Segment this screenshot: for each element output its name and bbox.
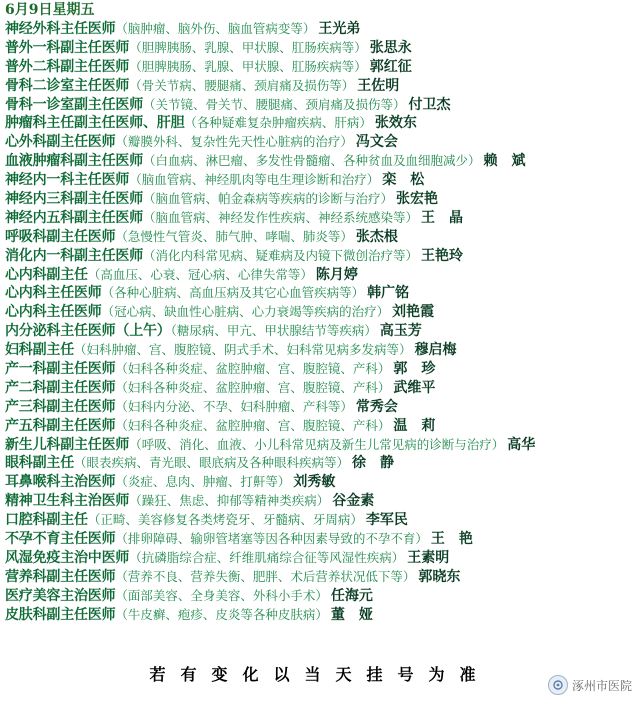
doctor-name: 张思永 [369, 39, 412, 56]
doctor-specialty: （躁狂、焦虑、抑郁等精神类疾病） [129, 493, 330, 509]
doctor-row [5, 454, 637, 473]
doctor-name: 陈月婷 [315, 266, 358, 283]
doctor-title: 不孕不育主任医师 [5, 531, 116, 548]
doctor-specialty: （炎症、息肉、肿瘤、打鼾等） [115, 474, 291, 490]
doctor-specialty: （面部美容、全身美容、外科小手术） [115, 587, 328, 603]
doctor-name: 刘艳霞 [392, 304, 435, 321]
doctor-name: 张杰根 [355, 228, 398, 245]
doctor-name: 常秀会 [355, 398, 398, 415]
doctor-row [5, 171, 637, 190]
doctor-specialty: （瓣膜外科、复杂性先天性心脏病的治疗） [115, 134, 353, 150]
doctor-name: 郭红征 [369, 58, 412, 75]
doctor-specialty: （正畸、美容修复各类烤瓷牙、牙髓病、牙周病） [87, 512, 363, 528]
doctor-list [5, 20, 637, 625]
doctor-name: 王素明 [407, 549, 450, 566]
doctor-title: 肿瘤科主任副主任医师、肝胆 [5, 115, 185, 132]
doctor-row [5, 20, 637, 39]
doctor-name: 温 莉 [393, 417, 436, 434]
doctor-row [5, 417, 637, 436]
doctor-specialty: （各种疑难复杂肿瘤疾病、肝病） [184, 115, 372, 131]
doctor-title: 内分泌科主任医师（上午） [5, 323, 171, 340]
doctor-name: 韩广铭 [367, 285, 410, 302]
doctor-title: 神经内三科副主任医师 [5, 191, 143, 208]
doctor-row [5, 606, 637, 625]
doctor-title: 心内科副主任 [5, 266, 88, 283]
doctor-specialty: （骨关节病、腰腿痛、颈肩痛及损伤等） [129, 77, 355, 93]
doctor-title: 心外科副主任医师 [5, 134, 116, 151]
doctor-title: 耳鼻喉科主治医师 [5, 474, 116, 491]
doctor-name: 冯文会 [355, 134, 398, 151]
doctor-name: 张效东 [374, 115, 417, 132]
doctor-specialty: （各种心脏病、高血压病及其它心血管疾病等） [101, 285, 365, 301]
doctor-row [5, 436, 637, 455]
doctor-name: 郭晓东 [418, 568, 461, 585]
doctor-row [5, 511, 637, 530]
doctor-specialty: （白血病、淋巴瘤、多发性骨髓瘤、各种贫血及血细胞减少） [143, 153, 481, 169]
doctor-name: 付卫杰 [408, 96, 451, 113]
doctor-title: 新生儿科副主任医师 [5, 436, 130, 453]
doctor-specialty: （糖尿病、甲亢、甲状腺结节等疾病） [170, 323, 377, 339]
wechat-account-icon [548, 675, 568, 695]
doctor-name: 武维平 [393, 379, 436, 396]
doctor-row [5, 152, 637, 171]
doctor-specialty: （牛皮癣、疱疹、皮炎等各种皮肤病） [115, 606, 328, 622]
doctor-name: 王佐明 [357, 77, 400, 94]
doctor-row [5, 341, 637, 360]
doctor-row [5, 114, 637, 133]
doctor-title: 消化内一科副主任医师 [5, 247, 143, 264]
doctor-specialty: （脑血管病、帕金森病等疾病的诊断与治疗） [143, 191, 394, 207]
doctor-specialty: （冠心病、缺血性心脏病、心力衰竭等疾病的治疗） [101, 304, 390, 320]
doctor-row [5, 39, 637, 58]
watermark-text: 涿州市医院 [571, 678, 632, 693]
doctor-row [5, 568, 637, 587]
doctor-specialty: （妇科内分泌、不孕、妇科肿瘤、产科等） [115, 398, 353, 414]
doctor-specialty: （胆脾胰肠、乳腺、甲状腺、肛肠疾病等） [129, 58, 367, 74]
doctor-title: 呼吸科副主任医师 [5, 228, 116, 245]
doctor-title: 眼科副主任 [5, 455, 74, 472]
doctor-title: 产二科副主任医师 [5, 379, 116, 396]
doctor-title: 医疗美容主治医师 [5, 587, 116, 604]
doctor-specialty: （抗磷脂综合症、纤维肌痛综合征等风湿性疾病） [129, 549, 405, 565]
doctor-title: 血液肿瘤科副主任医师 [5, 153, 143, 170]
doctor-name: 郭 珍 [393, 361, 436, 378]
doctor-specialty: （营养不良、营养失衡、肥胖、术后营养状况低下等） [115, 568, 416, 584]
doctor-title: 神经内五科副主任医师 [5, 209, 143, 226]
doctor-row [5, 266, 637, 285]
doctor-row [5, 549, 637, 568]
doctor-row [5, 398, 637, 417]
doctor-specialty: （眼表疾病、青光眼、眼底病及各种眼科疾病等） [74, 455, 350, 471]
doctor-row [5, 587, 637, 606]
doctor-row [5, 247, 637, 266]
doctor-name: 董 娅 [330, 606, 373, 623]
doctor-row [5, 58, 637, 77]
doctor-title: 神经内一科主任医师 [5, 172, 130, 189]
doctor-specialty: （排卵障碍、输卵管堵塞等因各种因素导致的不孕不育） [115, 531, 428, 547]
doctor-specialty: （妇科各种炎症、盆腔肿瘤、宫、腹腔镜、产科） [115, 379, 391, 395]
doctor-row [5, 190, 637, 209]
doctor-title: 风湿免疫主治中医师 [5, 549, 130, 566]
doctor-title: 骨科二诊室主任医师 [5, 77, 130, 94]
doctor-title: 产三科副主任医师 [5, 398, 116, 415]
doctor-title: 精神卫生科主治医师 [5, 493, 130, 510]
doctor-row [5, 209, 637, 228]
doctor-row [5, 530, 637, 549]
doctor-name: 栾 松 [382, 172, 425, 189]
doctor-row [5, 492, 637, 511]
doctor-row [5, 360, 637, 379]
watermark [548, 675, 632, 695]
doctor-specialty: （胆脾胰肠、乳腺、甲状腺、肛肠疾病等） [129, 39, 367, 55]
doctor-specialty: （关节镜、骨关节、腰腿痛、颈肩痛及损伤等） [143, 96, 406, 112]
doctor-specialty: （急慢性气管炎、肺气肿、哮喘、肺炎等） [115, 228, 353, 244]
doctor-name: 王艳玲 [421, 247, 464, 264]
doctor-specialty: （妇科肿瘤、宫、腹腔镜、阴式手术、妇科常见病多发病等） [74, 342, 412, 358]
footer-notice: 若有变化以当天挂号为准 [149, 665, 491, 684]
doctor-row [5, 228, 637, 247]
doctor-title: 营养科副主任医师 [5, 568, 116, 585]
doctor-name: 谷金素 [332, 493, 375, 510]
doctor-name: 穆启梅 [414, 342, 457, 359]
doctor-name: 王 艳 [430, 531, 473, 548]
doctor-name: 任海元 [330, 587, 373, 604]
doctor-row [5, 77, 637, 96]
schedule-date: 6月9日星期五 [5, 2, 95, 18]
doctor-title: 口腔科副主任 [5, 512, 88, 529]
doctor-specialty: （脑血管病、神经肌肉等电生理诊断和治疗） [129, 172, 380, 188]
doctor-title: 产一科副主任医师 [5, 361, 116, 378]
doctor-title: 妇科副主任 [5, 342, 74, 359]
doctor-row [5, 133, 637, 152]
doctor-name: 李军民 [365, 512, 408, 529]
doctor-title: 产五科副主任医师 [5, 417, 116, 434]
doctor-specialty: （高血压、心衰、冠心病、心律失常等） [87, 266, 313, 282]
doctor-row [5, 96, 637, 115]
doctor-title: 普外二科副主任医师 [5, 58, 130, 75]
schedule-document [5, 2, 637, 625]
doctor-row [5, 303, 637, 322]
doctor-specialty: （消化内科常见病、疑难病及内镜下微创治疗等） [143, 247, 419, 263]
doctor-row [5, 284, 637, 303]
doctor-specialty: （妇科各种炎症、盆腔肿瘤、宫、腹腔镜、产科） [115, 417, 391, 433]
doctor-name: 高玉芳 [379, 323, 422, 340]
doctor-row [5, 379, 637, 398]
doctor-row [5, 322, 637, 341]
doctor-specialty: （妇科各种炎症、盆腔肿瘤、宫、腹腔镜、产科） [115, 361, 391, 377]
doctor-title: 心内科主任医师 [5, 304, 102, 321]
doctor-specialty: （呼吸、消化、血液、小儿科常见病及新生儿常见病的诊断与治疗） [129, 436, 505, 452]
doctor-specialty: （脑肿瘤、脑外伤、脑血管病变等） [115, 21, 316, 36]
doctor-name: 赖 斌 [483, 153, 526, 170]
doctor-name: 高华 [507, 436, 536, 453]
doctor-title: 心内科主任医师 [5, 285, 102, 302]
doctor-name: 张宏艳 [396, 191, 439, 208]
doctor-title: 普外一科副主任医师 [5, 39, 130, 56]
doctor-name: 王光弟 [318, 21, 361, 37]
doctor-title: 神经外科主任医师 [5, 21, 116, 37]
doctor-title: 骨科一诊室副主任医师 [5, 96, 143, 113]
doctor-title: 皮肤科副主任医师 [5, 606, 116, 623]
doctor-specialty: （脑血管病、神经发作性疾病、神经系统感染等） [143, 209, 419, 225]
doctor-name: 王 晶 [421, 209, 464, 226]
doctor-row [5, 473, 637, 492]
doctor-name: 刘秀敏 [293, 474, 336, 491]
doctor-name: 徐 静 [352, 455, 395, 472]
